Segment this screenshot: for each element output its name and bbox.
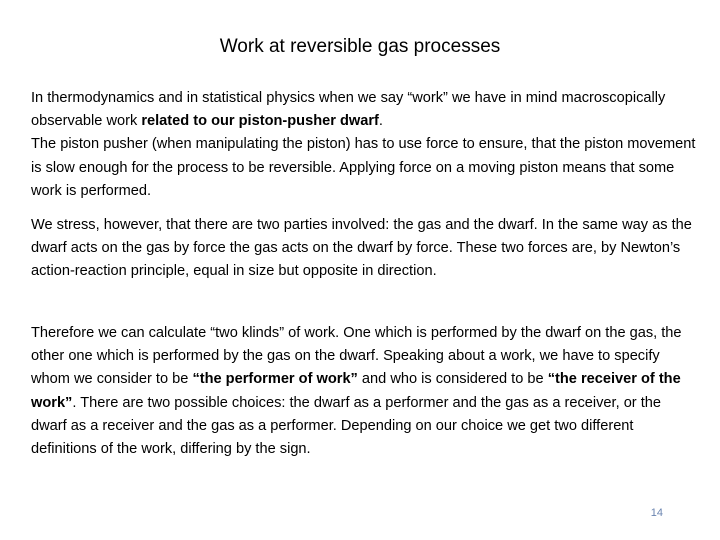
paragraph-3-part-3: . There are two possible choices: the dwarf as a performer and the gas as a receiver, or the dwarf as a receiver and the gas as a performer. Depending on our choice we get two different definitions of the work, differing by the sign.	[31, 394, 662, 458]
paragraph-two-parties: We stress, however, that there are two parties involved: the gas and the dwarf. In the same way as the dwarf acts on the gas by force the gas acts on the dwarf by force. These two forces are, by Newton’s action-reaction principle, equal in size but opposite in direction.	[31, 217, 692, 280]
page-number: 14	[650, 507, 663, 519]
paragraph-work-definition	[31, 87, 697, 203]
paragraph-3-part-1: Therefore we can calculate “two klinds” of work. One which is performed by the dwarf on the gas, the other one which is performed by the gas on the dwarf. Speaking about a work, we have to specify whom we consider to be	[31, 325, 682, 388]
paragraph-1-end: .	[378, 113, 383, 130]
paragraph-3-bold-receiver: “the receiver of the work”	[31, 371, 681, 411]
paragraph-1-text: In thermodynamics and in statistical physics when we say “work” we have in mind macroscopically observable work	[31, 90, 666, 130]
slide-title: Work at reversible gas processes	[219, 36, 501, 57]
paragraph-3-part-2: and who is considered to be	[357, 371, 548, 388]
paragraph-1-bold: related to our piston-pusher dwarf	[141, 113, 379, 130]
paragraph-3-bold-performer: “the performer of work”	[192, 371, 358, 388]
paragraph-two-kinds-of-work	[31, 322, 697, 461]
paragraph-1-second-sentence: The piston pusher (when manipulating the piston) has to use force to ensure, that the piston movement is slow enough for the process to be reversible. Applying force on a moving piston means that some work is performed.	[31, 136, 696, 199]
